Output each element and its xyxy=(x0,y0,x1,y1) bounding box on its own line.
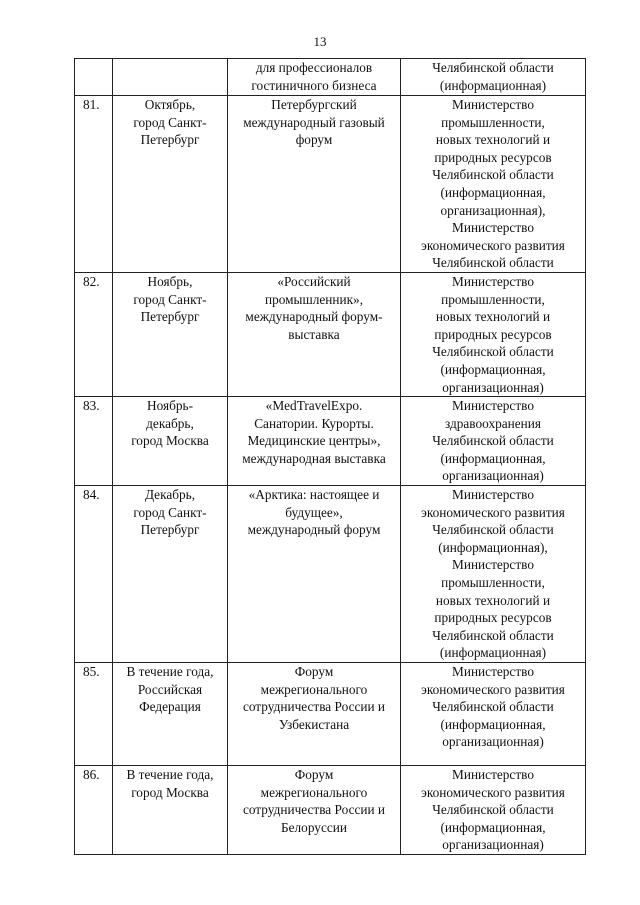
table-row xyxy=(75,486,586,663)
table-row xyxy=(75,397,586,486)
event-responsible: Челябинской области (информационная) xyxy=(401,59,586,96)
table-row xyxy=(75,59,586,96)
event-date xyxy=(113,59,228,96)
page-number: 13 xyxy=(313,34,327,49)
event-date: Ноябрь, город Санкт- Петербург xyxy=(113,272,228,396)
event-date: В течение года, город Москва xyxy=(113,766,228,855)
row-number: 83. xyxy=(75,397,113,486)
event-name: Петербургский международный газовый форум xyxy=(228,96,401,273)
event-name: «Арктика: настоящее и будущее», международный форум xyxy=(228,486,401,663)
event-date: Декабрь, город Санкт- Петербург xyxy=(113,486,228,663)
event-date: Октябрь, город Санкт- Петербург xyxy=(113,96,228,273)
row-number: 85. xyxy=(75,663,113,766)
table-row xyxy=(75,766,586,855)
event-name: «MedTravelExpo. Санатории. Курорты. Медицинские центры», международная выставка xyxy=(228,397,401,486)
event-name: Форум межрегионального сотрудничества России и Узбекистана xyxy=(228,663,401,766)
event-responsible: Министерство экономического развития Челябинской области (информационная), Министерство промышленности, новых технологий и природных ресурсов Челябинской области (информационная) xyxy=(401,486,586,663)
event-name: «Российский промышленник», международный форум- выставка xyxy=(228,272,401,396)
event-responsible: Министерство здравоохранения Челябинской области (информационная, организационная) xyxy=(401,397,586,486)
event-responsible: Министерство промышленности, новых технологий и природных ресурсов Челябинской области (информационная, организационная), Министерство экономического развития Челябинской области xyxy=(401,96,586,273)
event-responsible: Министерство экономического развития Челябинской области (информационная, организационная) xyxy=(401,766,586,855)
events-table xyxy=(74,58,586,855)
row-number: 82. xyxy=(75,272,113,396)
row-number: 86. xyxy=(75,766,113,855)
event-name: для профессионалов гостиничного бизнеса xyxy=(228,59,401,96)
event-responsible: Министерство промышленности, новых технологий и природных ресурсов Челябинской области (информационная, организационная) xyxy=(401,272,586,396)
table-row xyxy=(75,663,586,766)
row-number: 81. xyxy=(75,96,113,273)
event-name: Форум межрегионального сотрудничества России и Белоруссии xyxy=(228,766,401,855)
event-date: Ноябрь- декабрь, город Москва xyxy=(113,397,228,486)
table-row xyxy=(75,96,586,273)
event-responsible: Министерство экономического развития Челябинской области (информационная, организационная) xyxy=(401,663,586,766)
row-number xyxy=(75,59,113,96)
event-date: В течение года, Российская Федерация xyxy=(113,663,228,766)
row-number: 84. xyxy=(75,486,113,663)
table-row xyxy=(75,272,586,396)
